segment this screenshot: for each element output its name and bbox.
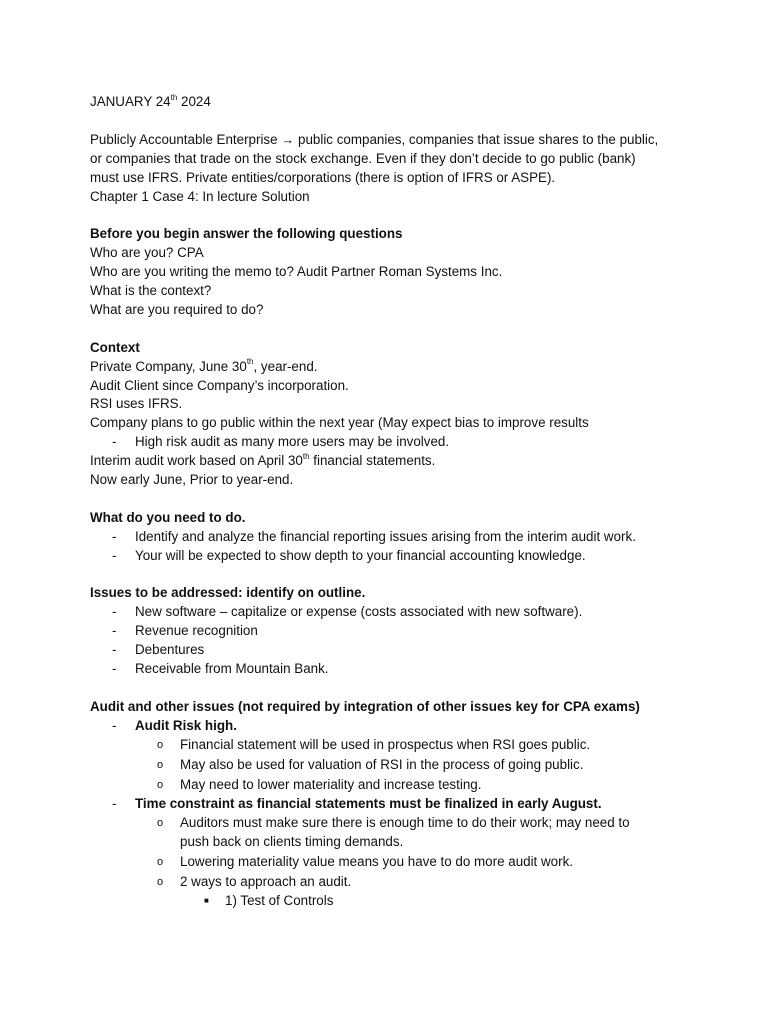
spacer [90, 490, 680, 509]
list-item-text: Debentures [135, 642, 205, 658]
issues-heading: Issues to be addressed: identify on outline. [90, 585, 366, 601]
context-superscript: th [302, 451, 310, 461]
approach-sublist [180, 892, 680, 911]
list-item [90, 795, 680, 910]
sub-list-item-text: Auditors must make sure there is enough time to do their work; may need to [180, 815, 630, 831]
question-line: What are you required to do? [90, 301, 264, 317]
sub-list-item [135, 853, 680, 872]
issues-list [90, 603, 680, 679]
audit-risk-sublist [135, 736, 680, 795]
context-text: Private Company, June 30 [90, 358, 247, 374]
time-constraint-sublist [135, 814, 680, 911]
context-line: Now early June, Prior to year-end. [90, 472, 294, 488]
context-line: Company plans to go public within the next year (May expect bias to improve results [90, 415, 589, 431]
date-superscript: th [170, 92, 178, 102]
list-item [90, 433, 680, 452]
context-heading: Context [90, 339, 140, 355]
before-heading: Before you begin answer the following questions [90, 226, 403, 242]
list-item-text: New software – capitalize or expense (costs associated with new software). [135, 604, 583, 620]
sub-list-item-text: Lowering materiality value means you have to do more audit work. [180, 854, 573, 870]
circle-bullet-icon: o [157, 738, 164, 751]
time-constraint-label: Time constraint as financial statements must be finalized in early August. [135, 796, 602, 812]
context-superscript: th [246, 357, 254, 367]
context-line [90, 358, 680, 377]
list-item [90, 547, 680, 566]
document-body [90, 93, 680, 912]
question-line: Who are you? CPA [90, 245, 204, 261]
date-text: JANUARY 24 [90, 94, 171, 109]
arrow-right-icon: → [281, 131, 295, 147]
context-bullet-list [90, 433, 680, 452]
dash-bullet-icon: - [112, 623, 117, 639]
dash-bullet-icon: - [112, 642, 117, 658]
sub-list-item-text: push back on clients timing demands. [180, 834, 404, 850]
intro-line-3: must use IFRS. Private entities/corporations (there is option of IFRS or ASPE). [90, 169, 556, 185]
intro-line-1 [90, 131, 680, 150]
sub-list-item [135, 873, 680, 911]
list-item-text: Your will be expected to show depth to your financial accounting knowledge. [135, 547, 586, 563]
circle-bullet-icon: o [157, 817, 164, 830]
list-item [90, 622, 680, 641]
dash-bullet-icon: - [112, 604, 117, 620]
list-item [90, 641, 680, 660]
spacer [90, 206, 680, 225]
context-line [90, 452, 680, 471]
question-line: What is the context? [90, 283, 212, 299]
list-item-text: Revenue recognition [135, 623, 258, 639]
sub-list-item [135, 776, 680, 795]
intro-line-2: or companies that trade on the stock exchange. Even if they don’t decide to go public (bank) [90, 150, 636, 166]
context-line: Audit Client since Company’s incorporation. [90, 377, 349, 393]
dash-bullet-icon: - [112, 434, 117, 450]
list-item [90, 528, 680, 547]
question-line: Who are you writing the memo to? Audit Partner Roman Systems Inc. [90, 264, 503, 280]
sub-list-item-text: May need to lower materiality and increase testing. [180, 776, 482, 792]
spacer [90, 112, 680, 131]
dash-bullet-icon: - [112, 661, 117, 677]
sub-sub-list-item-text: 1) Test of Controls [225, 892, 334, 908]
dash-bullet-icon: - [112, 547, 117, 563]
audit-heading: Audit and other issues (not required by integration of other issues key for CPA exams) [90, 698, 640, 714]
list-item [90, 660, 680, 679]
context-text: Interim audit work based on April 30 [90, 453, 303, 469]
circle-bullet-icon: o [157, 856, 164, 869]
spacer [90, 566, 680, 585]
audit-list [90, 717, 680, 911]
sub-list-item [135, 814, 680, 852]
sub-list-item-text: Financial statement will be used in prospectus when RSI goes public. [180, 736, 591, 752]
dash-bullet-icon: - [112, 796, 117, 812]
audit-risk-label: Audit Risk high. [135, 717, 237, 733]
dash-bullet-icon: - [112, 717, 117, 733]
dash-bullet-icon: - [112, 528, 117, 544]
todo-heading: What do you need to do. [90, 509, 246, 525]
spacer [90, 679, 680, 698]
circle-bullet-icon: o [157, 876, 164, 889]
sub-list-item-text: 2 ways to approach an audit. [180, 874, 352, 890]
sub-sub-list-item [180, 892, 680, 911]
date-year: 2024 [177, 94, 211, 109]
list-item-text: Receivable from Mountain Bank. [135, 661, 329, 677]
chapter-reference: Chapter 1 Case 4: In lecture Solution [90, 188, 310, 204]
list-item-text: Identify and analyze the financial reporting issues arising from the interim audit work. [135, 528, 636, 544]
todo-list [90, 528, 680, 566]
list-item-text: High risk audit as many more users may be involved. [135, 434, 450, 450]
context-text: financial statements. [309, 453, 436, 469]
square-bullet-icon: ■ [204, 895, 209, 905]
sub-list-item-text: May also be used for valuation of RSI in the process of going public. [180, 756, 584, 772]
context-line: RSI uses IFRS. [90, 396, 183, 412]
document-date [90, 93, 680, 112]
spacer [90, 320, 680, 339]
intro-text: public companies, companies that issue shares to the public, [294, 131, 659, 147]
list-item [90, 603, 680, 622]
sub-list-item [135, 756, 680, 775]
list-item [90, 717, 680, 795]
sub-list-item [135, 736, 680, 755]
intro-term: Publicly Accountable Enterprise [90, 131, 282, 147]
circle-bullet-icon: o [157, 758, 164, 771]
circle-bullet-icon: o [157, 778, 164, 791]
context-text: , year-end. [253, 358, 318, 374]
